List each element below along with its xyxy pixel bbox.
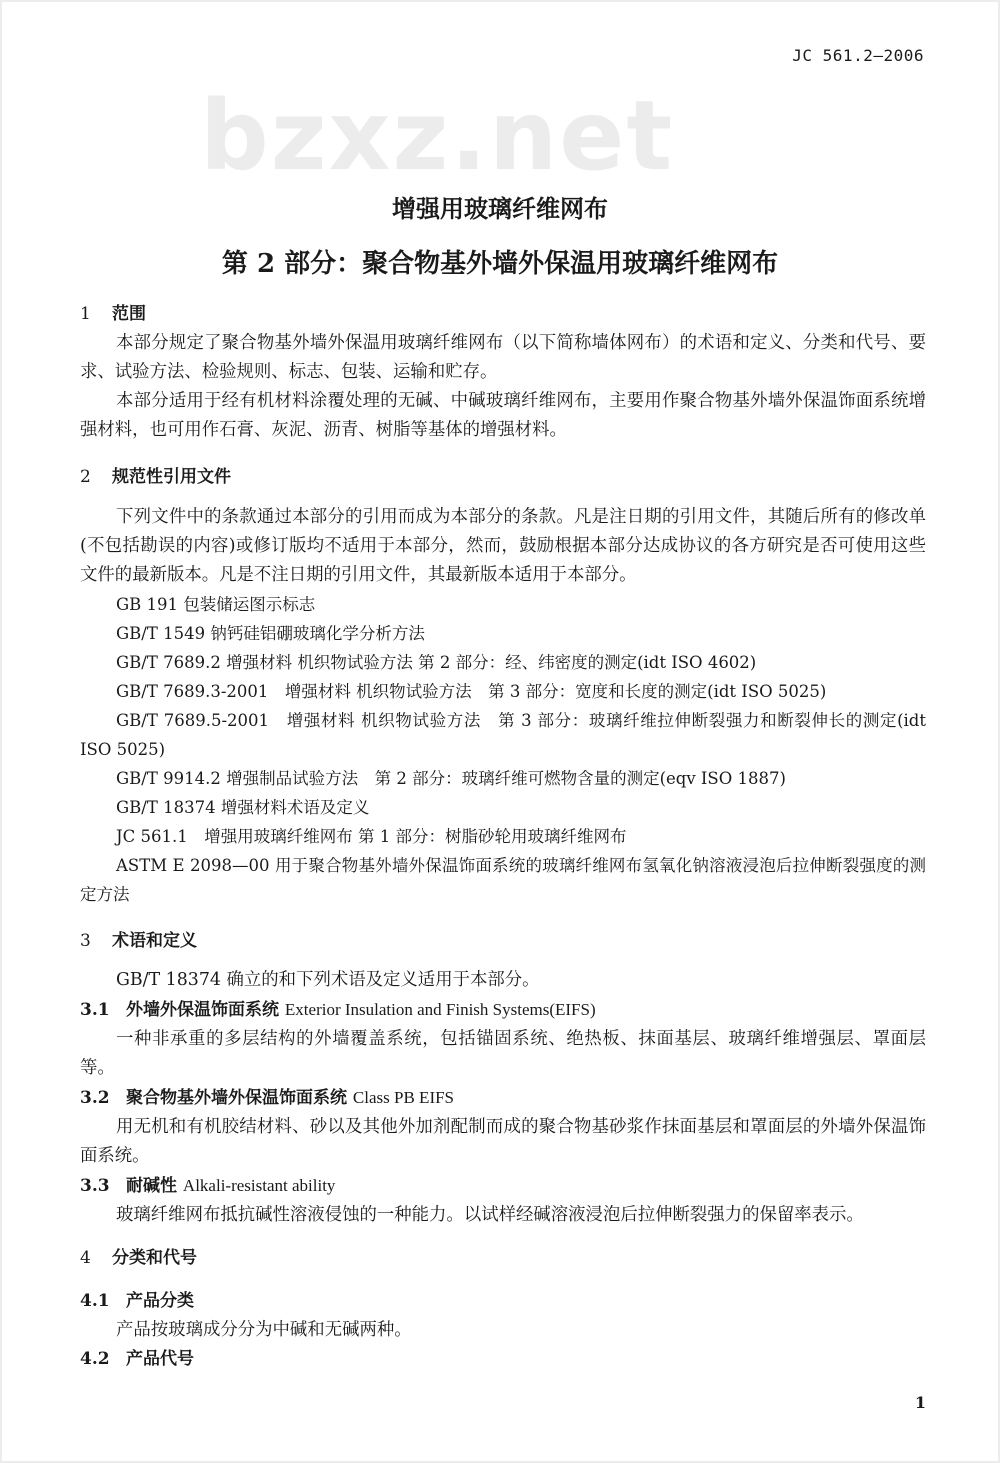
- term-zh: 耐碱性: [126, 1176, 177, 1196]
- title-line-1: 增强用玻璃纤维网布: [392, 194, 608, 223]
- paragraph: GB/T 18374 确立的和下列术语及定义适用于本部分。: [116, 970, 540, 990]
- document-number: JC 561.2—2006: [792, 46, 924, 65]
- term-number: 3.1: [80, 1000, 110, 1020]
- term-en: Class PB EIFS: [352, 1088, 455, 1107]
- subsection-heading: [80, 1287, 926, 1316]
- term-heading: [80, 995, 926, 1025]
- section-title: 分类和代号: [112, 1248, 197, 1268]
- section-title: 规范性引用文件: [112, 467, 231, 487]
- reference-item: GB/T 1549 钠钙硅铝硼玻璃化学分析方法: [116, 624, 425, 643]
- section-number: 2: [80, 467, 91, 487]
- reference-item: GB/T 7689.5-2001 增强材料 机织物试验方法 第 3 部分：玻璃纤维拉伸断裂强力和断裂伸长的测定(idt ISO 5025): [80, 711, 926, 759]
- section-number: 1: [80, 304, 91, 324]
- title-line-2: 第 2 部分：聚合物基外墙外保温用玻璃纤维网布: [221, 249, 779, 279]
- reference-item: GB 191 包装储运图示标志: [116, 595, 316, 614]
- reference-item: GB/T 18374 增强材料术语及定义: [116, 798, 370, 817]
- section-number: 4: [80, 1248, 91, 1268]
- subsection-number: 4.1: [80, 1291, 110, 1311]
- section-3-heading: [80, 927, 926, 956]
- term-definition: 用无机和有机胶结材料、砂以及其他外加剂配制而成的聚合物基砂浆作抹面基层和罩面层的外墙外保温饰面系统。: [80, 1117, 926, 1166]
- term-heading: [80, 1083, 926, 1113]
- page-number: 1: [914, 1393, 926, 1412]
- watermark: bzxz.net: [200, 80, 675, 192]
- term-definition: 玻璃纤维网布抵抗碱性溶液侵蚀的一种能力。以试样经碱溶液浸泡后拉伸断裂强力的保留率表示。: [116, 1205, 864, 1225]
- term-number: 3.3: [80, 1176, 110, 1196]
- section-1-heading: [80, 300, 926, 329]
- section-title: 术语和定义: [112, 931, 197, 951]
- reference-item: GB/T 7689.2 增强材料 机织物试验方法 第 2 部分：经、纬密度的测定(idt ISO 4602): [116, 653, 757, 672]
- paragraph: 产品按玻璃成分分为中碱和无碱两种。: [116, 1320, 412, 1340]
- subsection-heading: [80, 1345, 926, 1374]
- subsection-number: 4.2: [80, 1349, 110, 1369]
- term-number: 3.2: [80, 1088, 110, 1108]
- term-en: Exterior Insulation and Finish Systems(EIFS): [284, 1000, 596, 1019]
- term-definition: 一种非承重的多层结构的外墙覆盖系统，包括锚固系统、绝热板、抹面基层、玻璃纤维增强层、罩面层等。: [80, 1029, 926, 1078]
- subsection-title: 产品代号: [126, 1349, 194, 1369]
- paragraph: 本部分规定了聚合物基外墙外保温用玻璃纤维网布（以下简称墙体网布）的术语和定义、分类和代号、要求、试验方法、检验规则、标志、包装、运输和贮存。: [80, 333, 926, 382]
- term-heading: [80, 1171, 926, 1201]
- reference-item: ASTM E 2098—00 用于聚合物基外墙外保温饰面系统的玻璃纤维网布氢氧化钠溶液浸泡后拉伸断裂强度的测定方法: [80, 856, 926, 904]
- section-title: 范围: [112, 304, 146, 324]
- reference-item: GB/T 7689.3-2001 增强材料 机织物试验方法 第 3 部分：宽度和长度的测定(idt ISO 5025): [116, 682, 827, 701]
- term-zh: 聚合物基外墙外保温饰面系统: [126, 1088, 347, 1108]
- reference-item: GB/T 9914.2 增强制品试验方法 第 2 部分：玻璃纤维可燃物含量的测定(eqv ISO 1887): [116, 769, 786, 788]
- subsection-title: 产品分类: [126, 1291, 194, 1311]
- term-en: Alkali-resistant ability: [182, 1176, 336, 1195]
- reference-item: JC 561.1 增强用玻璃纤维网布 第 1 部分：树脂砂轮用玻璃纤维网布: [116, 827, 627, 846]
- paragraph: 下列文件中的条款通过本部分的引用而成为本部分的条款。凡是注日期的引用文件，其随后所有的修改单(不包括勘误的内容)或修订版均不适用于本部分，然而，鼓励根据本部分达成协议的各方研究是否可使用这些文件的最新版本。凡是不注日期的引用文件，其最新版本适用于本部分。: [80, 507, 926, 585]
- section-4-heading: [80, 1244, 926, 1273]
- section-number: 3: [80, 931, 91, 951]
- document-body: [80, 300, 926, 1374]
- term-zh: 外墙外保温饰面系统: [126, 1000, 279, 1020]
- section-2-heading: [80, 463, 926, 492]
- paragraph: 本部分适用于经有机材料涂覆处理的无碱、中碱玻璃纤维网布，主要用作聚合物基外墙外保温饰面系统增强材料，也可用作石膏、灰泥、沥青、树脂等基体的增强材料。: [80, 391, 926, 440]
